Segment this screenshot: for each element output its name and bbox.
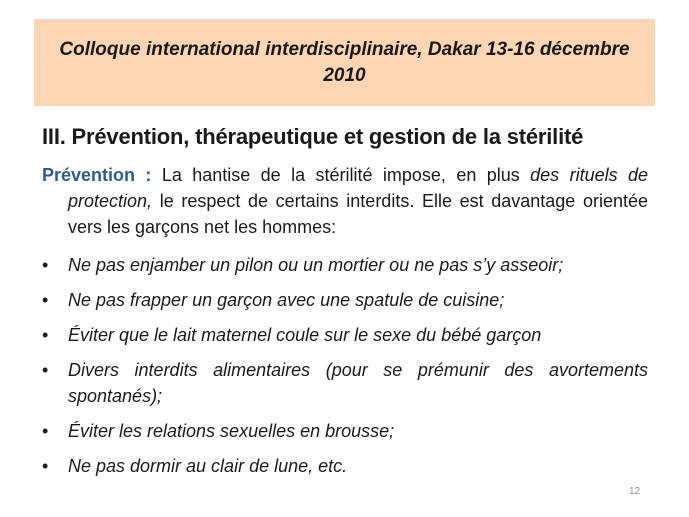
list-item-text: Éviter les relations sexuelles en brousse; [68,421,395,441]
bullet-list [42,252,648,488]
list-item-text: Éviter que le lait maternel coule sur le sexe du bébé garçon [68,325,542,345]
intro-italic: des rituels de protection, [68,165,649,211]
bullet-icon: • [42,255,49,275]
bullet-icon: • [42,421,49,441]
intro-text-before: La hantise de la stérilité impose, en plus [151,165,531,185]
section-title: III. Prévention, thérapeutique et gestion de la stérilité [42,124,584,149]
list-item-text: Ne pas frapper un garçon avec une spatule de cuisine; [68,290,505,310]
bullet-icon: • [42,325,49,345]
list-item [42,357,648,409]
header-banner [34,19,655,106]
intro-text-after: le respect de certains interdits. Elle est davantage orientée vers les garçons net les hommes: [68,191,648,237]
list-item-text: Divers interdits alimentaires (pour se prémunir des avortements spontanés); [68,360,648,406]
list-item-text: Ne pas enjamber un pilon ou un mortier ou ne pas s’y asseoir; [68,255,564,275]
list-item-text: Ne pas dormir au clair de lune, etc. [68,456,348,476]
page-number: 12 [629,486,641,497]
intro-paragraph [42,162,648,240]
bullet-icon: • [42,360,49,380]
bullet-icon: • [42,290,49,310]
list-item [42,287,648,313]
bullet-icon: • [42,456,49,476]
list-item [42,252,648,278]
banner-title: Colloque international interdisciplinaire, Dakar 13-16 décembre 2010 [59,38,630,86]
list-item [42,453,648,479]
list-item [42,322,648,348]
list-item [42,418,648,444]
intro-lead: Prévention : [42,165,152,185]
